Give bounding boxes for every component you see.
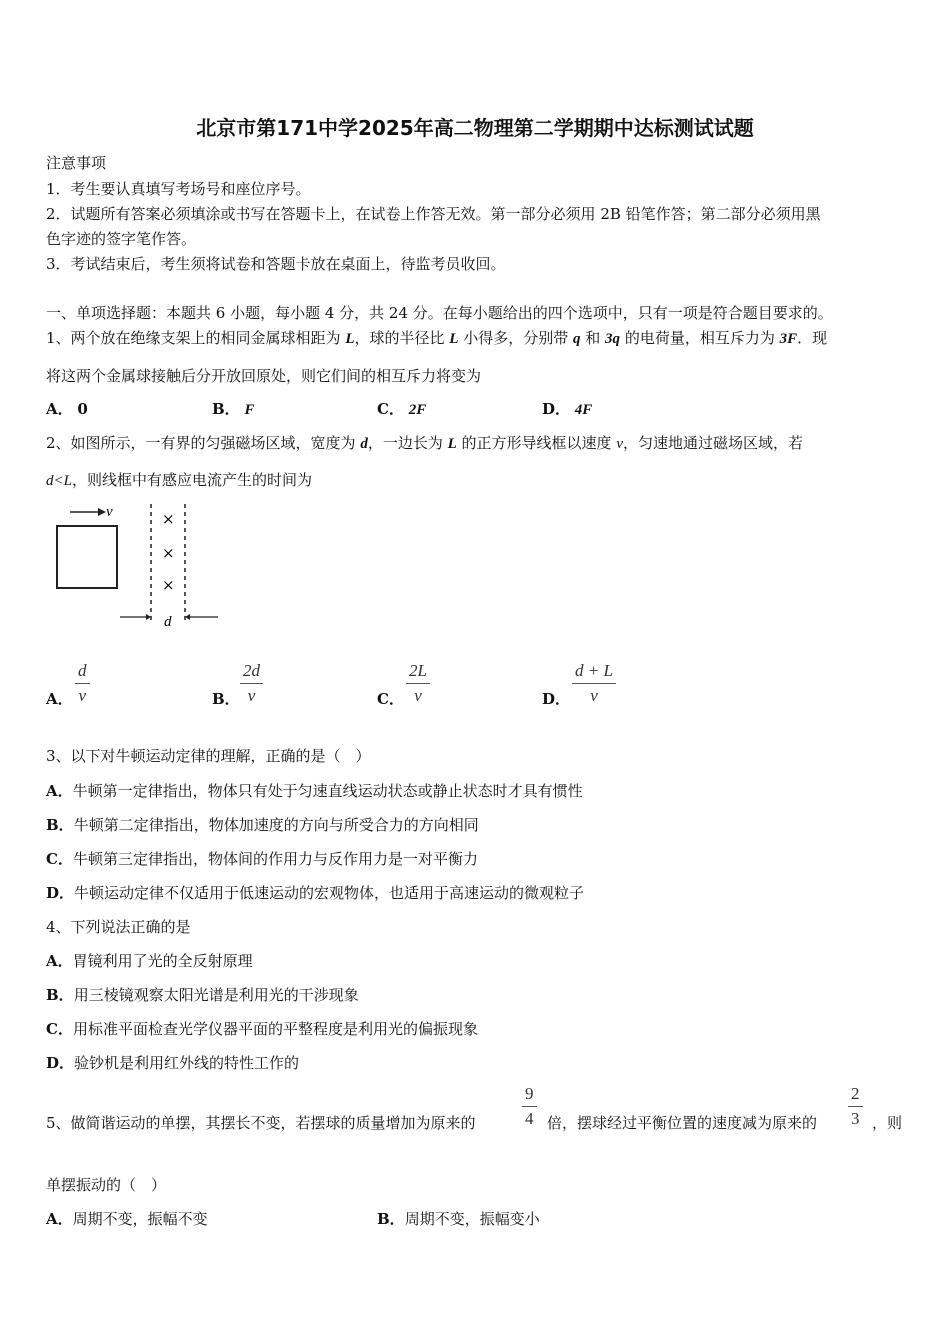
q4-option-c[interactable]: C．用标准平面检查光学仪器平面的平整程度是利用光的偏振现象 xyxy=(46,1020,478,1038)
d-label: d xyxy=(164,614,172,630)
q4-option-d[interactable]: D．验钞机是利用红外线的特性工作的 xyxy=(46,1054,300,1072)
magnetic-field-figure xyxy=(50,500,230,635)
q5-stem-part3: ，则 xyxy=(872,1114,903,1132)
notice-item: 色字迹的签字笔作答。 xyxy=(46,230,197,248)
q1-option-d[interactable]: D． 4F xyxy=(542,400,593,418)
q2-option-d-fraction: $\frac{d + L}{v}$ xyxy=(572,661,616,706)
q2-option-d-label[interactable]: D． xyxy=(542,690,571,708)
q5-stem-line2: 单摆振动的（ ） xyxy=(46,1176,167,1194)
notice-item: 3．考试结束后，考生须将试卷和答题卡放在桌面上，待监考员收回。 xyxy=(46,255,506,273)
q5-option-b[interactable]: B．周期不变，振幅变小 xyxy=(377,1210,540,1228)
q2-option-b-label[interactable]: B． xyxy=(212,690,240,708)
q1-option-a[interactable]: A． 0 xyxy=(46,400,88,418)
notice-heading: 注意事项 xyxy=(46,154,107,172)
q4-stem: 4、下列说法正确的是 xyxy=(46,918,191,936)
v-label: v xyxy=(106,504,113,520)
page-title: 北京市第171中学2025年高二物理第二学期期中达标测试试题 xyxy=(196,116,754,140)
q1-option-c[interactable]: C． 2F xyxy=(377,400,427,418)
q3-stem: 3、以下对牛顿运动定律的理解，正确的是（ ） xyxy=(46,747,371,765)
q2-stem-line2: d<L，则线框中有感应电流产生的时间为 xyxy=(46,471,312,489)
field-cross: × xyxy=(162,510,175,528)
section-heading: 一、单项选择题：本题共 6 小题，每小题 4 分，共 24 分。在每小题给出的四个选项中，只有一项是符合题目要求的。 xyxy=(46,304,833,322)
q2-stem-line1: 2、如图所示，一有界的匀强磁场区域，宽度为 d，一边长为 L 的正方形导线框以速度 v，匀速地通过磁场区域，若 xyxy=(46,434,804,452)
q3-option-a[interactable]: A．牛顿第一定律指出，物体只有处于匀速直线运动状态或静止状态时才具有惯性 xyxy=(46,782,583,800)
q5-fraction-mass: $\frac{9}{4}$ xyxy=(522,1084,537,1129)
q2-option-a-fraction: $\frac{d}{v}$ xyxy=(75,661,90,706)
field-cross: × xyxy=(162,576,175,594)
q2-option-a-label[interactable]: A． xyxy=(46,690,73,708)
q2-option-b-fraction: $\frac{2d}{v}$ xyxy=(240,661,263,706)
notice-item: 1．考生要认真填写考场号和座位序号。 xyxy=(46,180,311,198)
q5-fraction-speed: $\frac{2}{3}$ xyxy=(848,1084,863,1129)
q1-option-b[interactable]: B． F xyxy=(212,400,255,418)
q1-stem-line1: 1、两个放在绝缘支架上的相同金属球相距为 L，球的半径比 L 小得多，分别带 q 和 3q 的电荷量，相互斥力为 3F．现 xyxy=(46,329,828,347)
q2-option-c-label[interactable]: C． xyxy=(377,690,404,708)
notice-item: 2．试题所有答案必须填涂或书写在答题卡上，在试卷上作答无效。第一部分必须用 2B 铅笔作答；第二部分必须用黑 xyxy=(46,205,821,223)
q5-stem-part1: 5、做简谐运动的单摆，其摆长不变，若摆球的质量增加为原来的 xyxy=(46,1114,476,1132)
velocity-arrowhead xyxy=(98,508,106,516)
q3-option-d[interactable]: D．牛顿运动定律不仅适用于低速运动的宏观物体，也适用于高速运动的微观粒子 xyxy=(46,884,585,902)
q4-option-a[interactable]: A．胃镜利用了光的全反射原理 xyxy=(46,952,253,970)
q2-option-c-fraction: $\frac{2L}{v}$ xyxy=(406,661,430,706)
q5-option-a[interactable]: A．周期不变，振幅不变 xyxy=(46,1210,208,1228)
square-loop xyxy=(57,526,117,588)
q1-stem-line2: 将这两个金属球接触后分开放回原处，则它们间的相互斥力将变为 xyxy=(46,367,482,385)
q5-stem-part2: 倍，摆球经过平衡位置的速度减为原来的 xyxy=(547,1114,818,1132)
q3-option-c[interactable]: C．牛顿第三定律指出，物体间的作用力与反作用力是一对平衡力 xyxy=(46,850,478,868)
q4-option-b[interactable]: B．用三棱镜观察太阳光谱是利用光的干涉现象 xyxy=(46,986,359,1004)
field-cross: × xyxy=(162,544,175,562)
q3-option-b[interactable]: B．牛顿第二定律指出，物体加速度的方向与所受合力的方向相同 xyxy=(46,816,479,834)
